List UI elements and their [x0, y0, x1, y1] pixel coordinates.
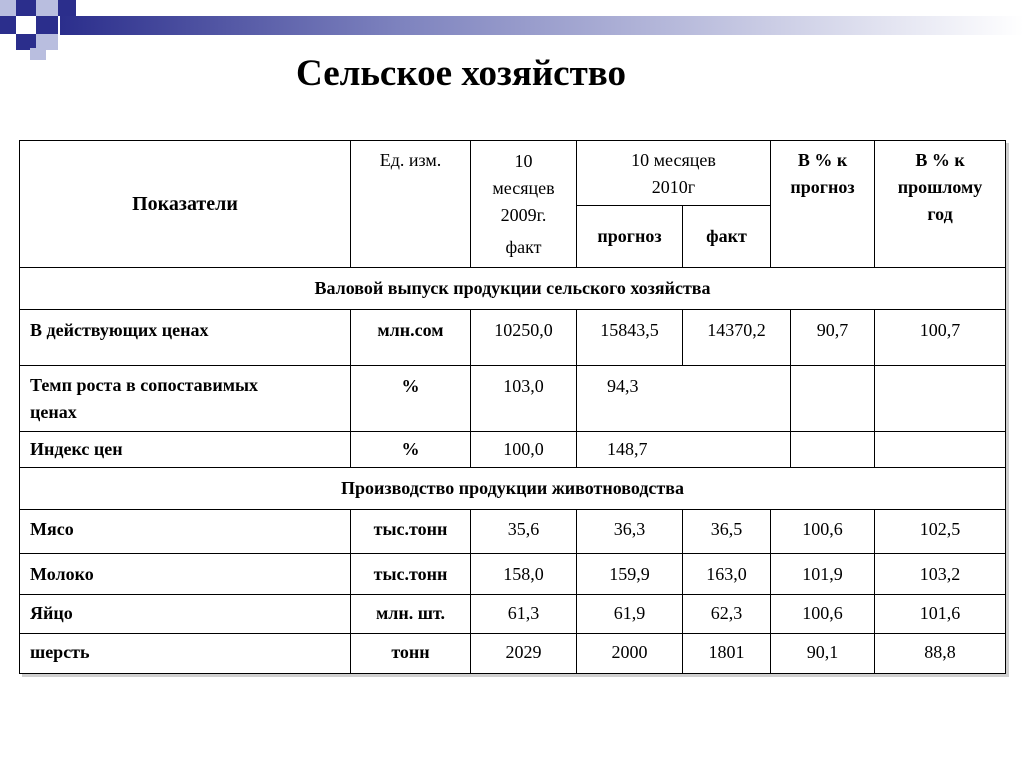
- cell-forecast: 61,9: [577, 595, 683, 634]
- header-2009: [471, 141, 577, 268]
- cell-forecast: 15843,5: [577, 310, 683, 366]
- cell-2009: 103,0: [471, 366, 577, 432]
- decorative-gradient-bar: [60, 16, 1024, 35]
- cell-pct-prev: [875, 432, 1006, 468]
- cell-forecast: 2000: [577, 634, 683, 674]
- decorative-square: [16, 0, 36, 16]
- decorative-square: [0, 0, 16, 16]
- row-unit: млн.сом: [351, 310, 471, 366]
- cell-2009: 35,6: [471, 510, 577, 554]
- cell-fact: 14370,2: [683, 310, 791, 366]
- cell-pct-prev: 100,7: [875, 310, 1006, 366]
- cell-fact: 163,0: [683, 554, 771, 595]
- cell-2009: 10250,0: [471, 310, 577, 366]
- header-pct-forecast-line: В % к: [797, 150, 848, 170]
- cell-2009: 100,0: [471, 432, 577, 468]
- row-unit: %: [351, 366, 471, 432]
- cell-pct-prev: [875, 366, 1006, 432]
- decorative-square: [16, 16, 36, 34]
- row-label-line: Темп роста в сопоставимых: [30, 375, 259, 395]
- slide-title: Сельское хозяйство: [296, 53, 626, 94]
- row-label: [20, 366, 351, 432]
- row-label: Яйцо: [20, 595, 351, 634]
- row-unit: тонн: [351, 634, 471, 674]
- header-2009-line: факт: [505, 237, 542, 257]
- header-unit: Ед. изм.: [351, 141, 471, 268]
- header-pct-prev: [875, 141, 1006, 268]
- cell-fact: 94,3: [577, 366, 791, 432]
- decorative-square: [36, 34, 58, 50]
- cell-fact: 148,7: [577, 432, 791, 468]
- row-label: В действующих ценах: [20, 310, 351, 366]
- header-pct-prev-line: год: [927, 204, 953, 224]
- header-2010-line: 10 месяцев: [631, 150, 716, 170]
- header-pct-forecast-line: прогноз: [790, 177, 855, 197]
- cell-pct-forecast: 90,7: [791, 310, 875, 366]
- decorative-square: [0, 16, 16, 34]
- decorative-square: [16, 34, 36, 50]
- header-2009-line: 10: [514, 151, 533, 171]
- cell-fact: 1801: [683, 634, 771, 674]
- cell-forecast: 159,9: [577, 554, 683, 595]
- row-unit: тыс.тонн: [351, 554, 471, 595]
- cell-2009: 61,3: [471, 595, 577, 634]
- header-pct-prev-line: прошлому: [897, 177, 983, 197]
- row-unit: %: [351, 432, 471, 468]
- header-fact: факт: [683, 206, 771, 268]
- section-livestock: Производство продукции животноводства: [20, 468, 1006, 510]
- row-label-line: ценах: [30, 402, 77, 422]
- row-unit: млн. шт.: [351, 595, 471, 634]
- cell-forecast: 36,3: [577, 510, 683, 554]
- row-label: Молоко: [20, 554, 351, 595]
- cell-fact: 62,3: [683, 595, 771, 634]
- header-2010-line: 2010г: [651, 177, 696, 197]
- header-2010: [577, 141, 771, 206]
- cell-2009: 2029: [471, 634, 577, 674]
- cell-pct-forecast: 100,6: [771, 510, 875, 554]
- row-label: шерсть: [20, 634, 351, 674]
- decorative-square: [36, 16, 58, 34]
- row-unit: тыс.тонн: [351, 510, 471, 554]
- header-2009-line: месяцев: [492, 178, 555, 198]
- decorative-square: [36, 0, 58, 16]
- row-label: Мясо: [20, 510, 351, 554]
- cell-pct-prev: 102,5: [875, 510, 1006, 554]
- row-label: Индекс цен: [20, 432, 351, 468]
- cell-fact: 36,5: [683, 510, 771, 554]
- cell-pct-forecast: 100,6: [771, 595, 875, 634]
- cell-pct-forecast: [791, 432, 875, 468]
- header-2009-line: 2009г.: [500, 205, 547, 225]
- cell-pct-prev: 101,6: [875, 595, 1006, 634]
- agriculture-table: [19, 140, 1006, 674]
- header-indicator: Показатели: [20, 141, 351, 268]
- decorative-square: [58, 0, 76, 16]
- cell-pct-forecast: 101,9: [771, 554, 875, 595]
- header-forecast: прогноз: [577, 206, 683, 268]
- section-gross-output: Валовой выпуск продукции сельского хозяйства: [20, 268, 1006, 310]
- cell-pct-forecast: [791, 366, 875, 432]
- header-pct-forecast: [771, 141, 875, 268]
- cell-pct-prev: 88,8: [875, 634, 1006, 674]
- header-pct-prev-line: В % к: [915, 150, 965, 170]
- cell-pct-prev: 103,2: [875, 554, 1006, 595]
- cell-2009: 158,0: [471, 554, 577, 595]
- cell-pct-forecast: 90,1: [771, 634, 875, 674]
